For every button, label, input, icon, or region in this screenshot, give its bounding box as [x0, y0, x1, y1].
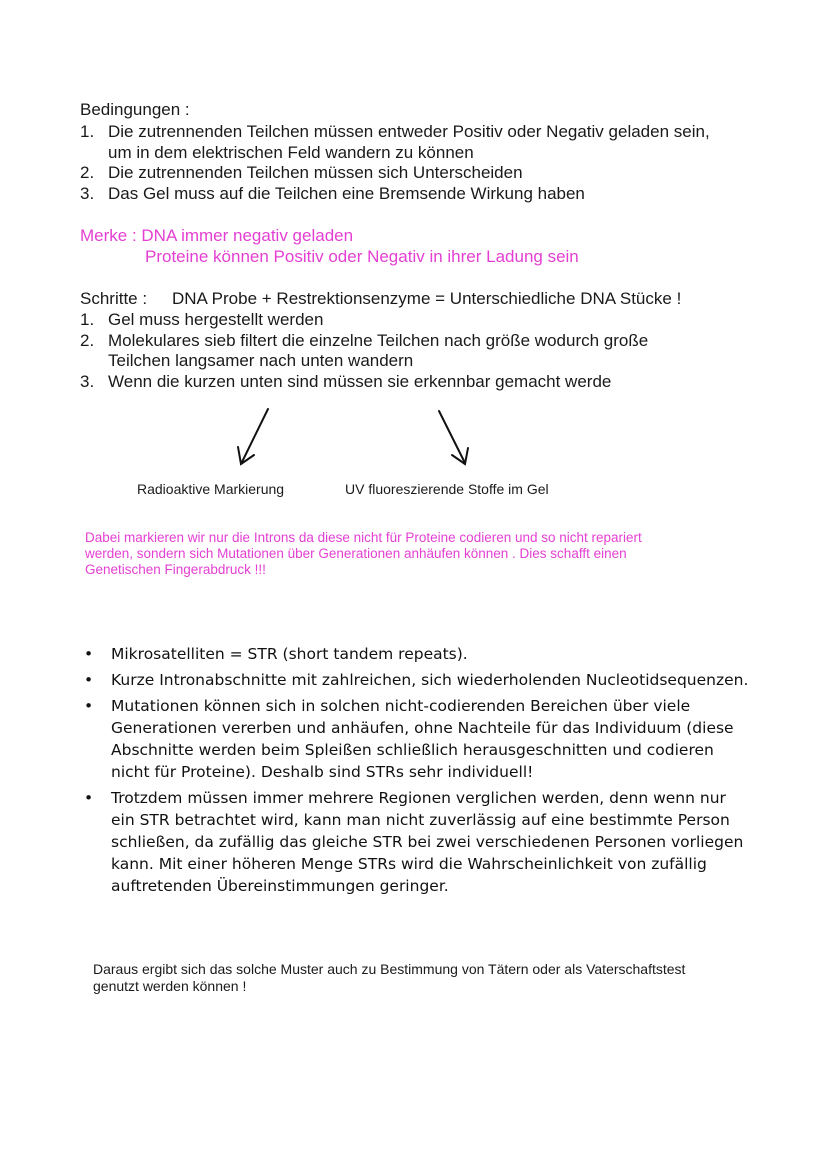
paragraph-line: Dabei markieren wir nur die Introns da diese nicht für Proteine codieren und so nicht repariert [85, 530, 642, 545]
conclusion-line: genutzt werden können ! [93, 978, 247, 994]
option-uv-label: UV fluoreszierende Stoffe im Gel [345, 481, 549, 497]
list-text: schließen, da zufällig das gleiche STR bei zwei verschiedenen Personen vorliegen [111, 833, 744, 851]
conclusion-line: Daraus ergibt sich das solche Muster auch zu Bestimmung von Tätern oder als Vaterschaftstest [93, 961, 686, 977]
bullet-marker: • [84, 671, 94, 689]
bullet-marker: • [84, 789, 94, 807]
list-text: Generationen vererben und anhäufen, ohne Nachteile für das Individuum (diese [111, 719, 734, 737]
list-text: nicht für Proteine). Deshalb sind STRs sehr individuell! [111, 763, 534, 781]
list-number: 1. [80, 122, 95, 141]
conditions-heading: Bedingungen : [80, 100, 190, 119]
list-text: Die zutrennenden Teilchen müssen entweder Positiv oder Negativ geladen sein, [108, 122, 710, 141]
note-line: Proteine können Positiv oder Negativ in ihrer Ladung sein [145, 247, 579, 266]
list-text: kann. Mit einer höheren Menge STRs wird die Wahrscheinlichkeit von zufällig [111, 855, 707, 873]
note-line: Merke : DNA immer negativ geladen [80, 226, 354, 245]
list-text: Mutationen können sich in solchen nicht-codierenden Bereichen über viele [111, 697, 691, 715]
steps-label: Schritte : [80, 289, 148, 308]
bullet-marker: • [84, 645, 94, 663]
arrow-left-icon [238, 409, 268, 464]
list-text: Gel muss hergestellt werden [108, 310, 324, 329]
list-text: Das Gel muss auf die Teilchen eine Bremsende Wirkung haben [108, 184, 585, 203]
list-number: 3. [80, 184, 95, 203]
paragraph-line: werden, sondern sich Mutationen über Generationen anhäufen können . Dies schafft einen [85, 546, 627, 561]
list-text: um in dem elektrischen Feld wandern zu können [108, 143, 474, 162]
list-number: 2. [80, 163, 95, 182]
steps-equation: DNA Probe + Restrektionsenzyme = Unterschiedliche DNA Stücke ! [172, 289, 682, 308]
list-text: Trotzdem müssen immer mehrere Regionen verglichen werden, denn wenn nur [111, 789, 726, 807]
list-text: Die zutrennenden Teilchen müssen sich Unterscheiden [108, 163, 523, 182]
list-text: Kurze Intronabschnitte mit zahlreichen, sich wiederholenden Nucleotidsequenzen. [111, 671, 749, 689]
list-number: 2. [80, 331, 95, 350]
list-number: 1. [80, 310, 95, 329]
paragraph-line: Genetischen Fingerabdruck !!! [85, 562, 266, 577]
arrow-right-icon [439, 411, 468, 464]
list-text: Abschnitte werden beim Spleißen schließlich herausgeschnitten und codieren [111, 741, 714, 759]
list-text: Mikrosatelliten = STR (short tandem repeats). [111, 645, 468, 663]
option-radioactive-label: Radioaktive Markierung [137, 481, 285, 497]
list-text: Teilchen langsamer nach unten wandern [108, 351, 414, 370]
list-text: auftretenden Übereinstimmungen geringer. [111, 877, 449, 895]
list-text: Molekulares sieb filtert die einzelne Teilchen nach größe wodurch große [108, 331, 649, 350]
list-text: ein STR betrachtet wird, kann man nicht zuverlässig auf eine bestimmte Person [111, 811, 730, 829]
bullet-marker: • [84, 697, 94, 715]
list-number: 3. [80, 372, 95, 391]
list-text: Wenn die kurzen unten sind müssen sie erkennbar gemacht werde [108, 372, 612, 391]
